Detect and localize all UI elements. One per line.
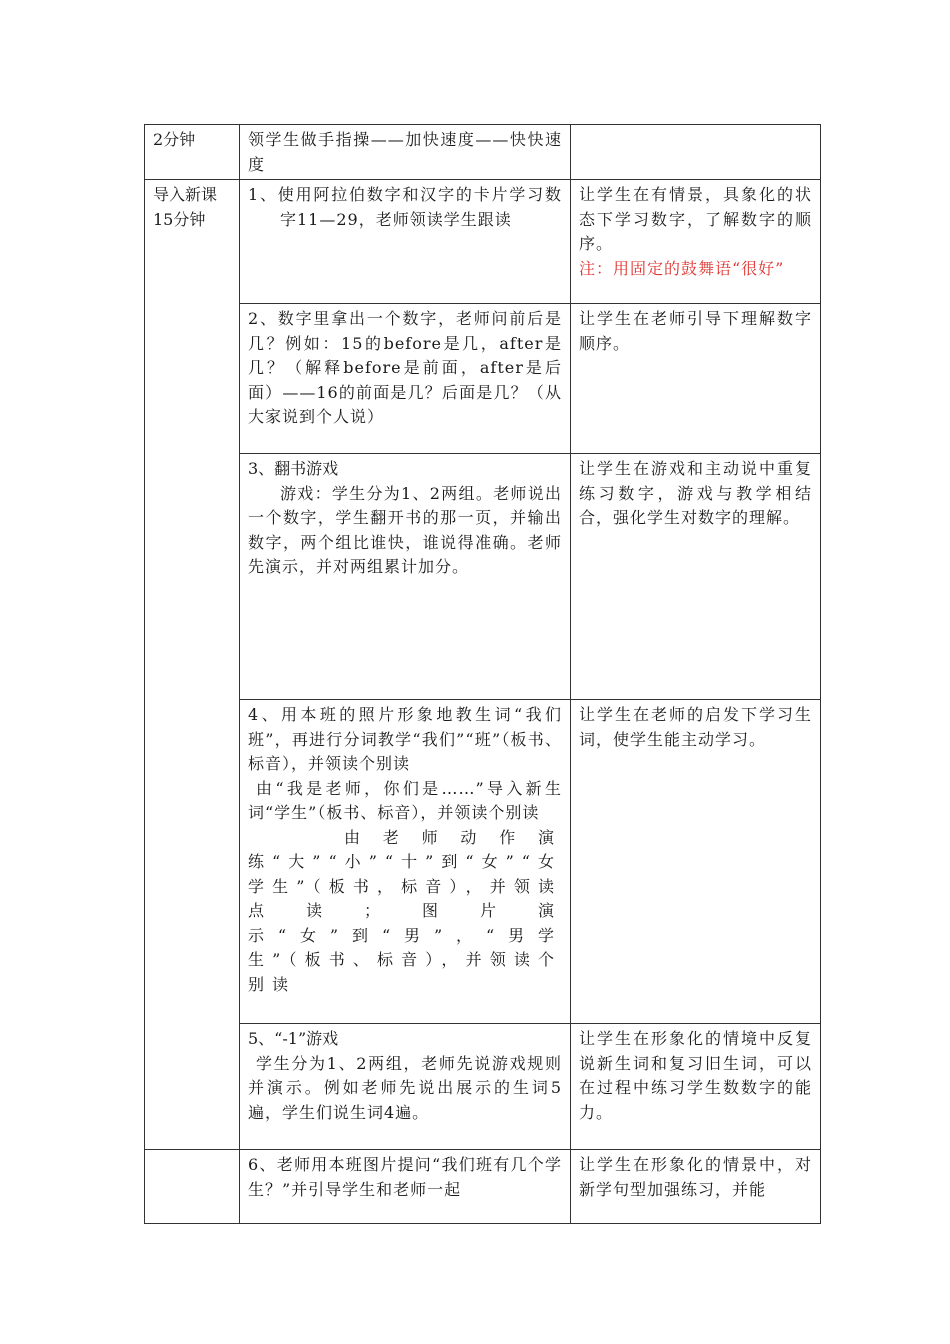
lesson-plan-table	[144, 124, 821, 1224]
table-row	[145, 700, 821, 1024]
activity-cell: 1、使用阿拉伯数字和汉字的卡片学习数字11—29，老师领读学生跟读	[240, 180, 571, 304]
table-row	[145, 180, 821, 304]
table-row	[145, 454, 821, 700]
activity-cell: 4、用本班的照片形象地教生词“我们班”，再进行分词教学“我们”“班”（板书、标音），并领读个别读 由“我是老师，你们是……”导入新生词“学生”（板书、标音），并领读个别读 由老师动作演练“大”“小”“十”到“女”“女学生”（板书，标音），并领读点读；图片演示“女”到“男”，“男学生”（板书、标音），并领读个别读	[240, 700, 571, 1024]
purpose-cell: 让学生在老师的启发下学习生词，使学生能主动学习。	[571, 700, 821, 1024]
purpose-cell	[571, 125, 821, 180]
purpose-cell: 让学生在形象化的情景中，对新学句型加强练习，并能	[571, 1150, 821, 1224]
activity-cell: 5、“-1”游戏 学生分为1、2两组，老师先说游戏规则并演示。例如老师先说出展示的生词5遍，学生们说生词4遍。	[240, 1024, 571, 1150]
activity-cell: 领学生做手指操——加快速度——快快速度	[240, 125, 571, 180]
note-text: 注：用固定的鼓舞语“很好”	[579, 258, 785, 278]
table-row	[145, 125, 821, 180]
activity-cell: 6、老师用本班图片提问“我们班有几个学生？”并引导学生和老师一起	[240, 1150, 571, 1224]
time-cell: 2分钟	[145, 125, 240, 180]
table-row	[145, 1150, 821, 1224]
purpose-cell: 让学生在游戏和主动说中重复练习数字，游戏与教学相结合，强化学生对数字的理解。	[571, 454, 821, 700]
purpose-cell: 让学生在形象化的情境中反复说新生词和复习旧生词，可以在过程中练习学生数数字的能力。	[571, 1024, 821, 1150]
purpose-cell: 让学生在老师引导下理解数字顺序。	[571, 304, 821, 454]
activity-cell: 2、数字里拿出一个数字，老师问前后是几？例如：15的before是几，after是几？（解释before是前面，after是后面）——16的前面是几？后面是几？（从大家说到个人说）	[240, 304, 571, 454]
time-cell	[145, 1150, 240, 1224]
activity-cell: 3、翻书游戏 游戏：学生分为1、2两组。老师说出一个数字，学生翻开书的那一页，并输出数字，两个组比谁快，谁说得准确。老师先演示，并对两组累计加分。	[240, 454, 571, 700]
time-cell: 导入新课15分钟	[145, 180, 240, 1150]
purpose-cell: 让学生在有情景，具象化的状态下学习数字，了解数字的顺序。 注：用固定的鼓舞语“很好”	[571, 180, 821, 304]
table-row	[145, 1024, 821, 1150]
table-row	[145, 304, 821, 454]
